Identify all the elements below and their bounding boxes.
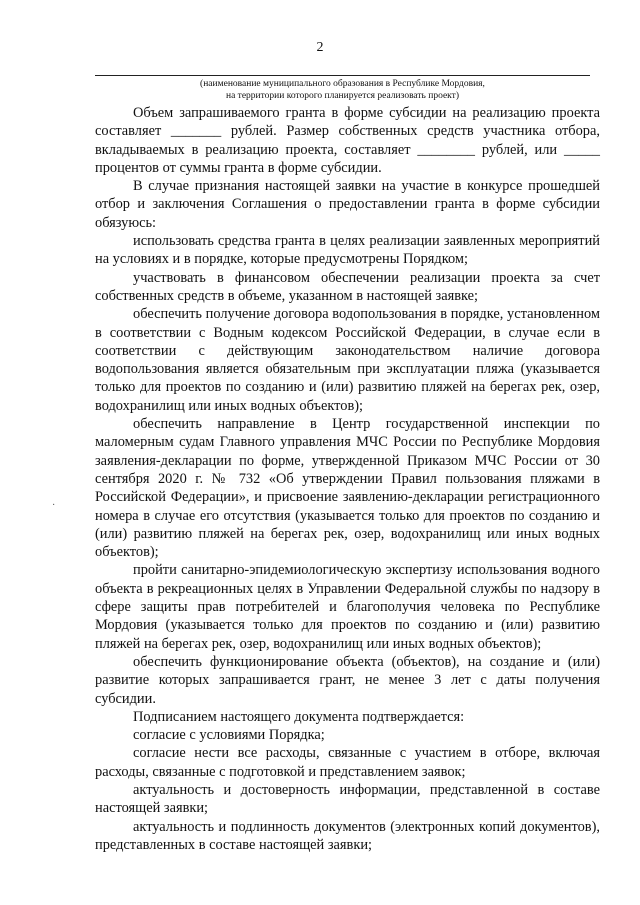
paragraph: обеспечить функционирование объекта (объектов), на создание и (или) развитие которых запрашивается грант, не менее 3 лет с даты получения субсидии.	[95, 653, 600, 707]
scan-speck: ·	[52, 500, 56, 511]
fill-in-line	[95, 75, 590, 76]
paragraph: актуальность и подлинность документов (электронных копий документов), представленных в составе настоящей заявки;	[95, 818, 600, 853]
paragraph: обеспечить получение договора водопользования в порядке, установленном в соответствии с Водным кодексом Российской Федерации, в случае если в соответствии с действующим законодательством наличие договора водопользования является обязательным при эксплуатации пляжа (указывается только для проектов по созданию и (или) развитию пляжей на берегах рек, озер, водохранилищ или иных водных объектов);	[95, 306, 600, 414]
field-caption	[95, 78, 590, 102]
paragraph: согласие нести все расходы, связанные с участием в отборе, включая расходы, связанные с подготовкой и представлением заявок;	[95, 745, 600, 780]
page-number: 2	[316, 40, 324, 55]
paragraph: актуальность и достоверность информации, представленной в составе настоящей заявки;	[95, 781, 600, 817]
document-body	[95, 104, 600, 854]
paragraph: Подписанием настоящего документа подтверждается:	[133, 708, 465, 725]
paragraph: Объем запрашиваемого гранта в форме субсидии на реализацию проекта составляет _______ рублей. Размер собственных средств участника отбора, вкладываемых в реализацию проекта, составляет ________ рублей, или _____ процентов от суммы гранта в форме субсидии.	[95, 105, 600, 176]
field-caption-line: (наименование муниципального образования в Республике Мордовия,	[200, 79, 485, 89]
paragraph: участвовать в финансовом обеспечении реализации проекта за счет собственных средств в объеме, указанном в настоящей заявке;	[95, 269, 600, 304]
field-caption-line: на территории которого планируется реализовать проект)	[226, 91, 459, 101]
paragraph: обеспечить направление в Центр государственной инспекции по маломерным судам Главного управления МЧС России по Республике Мордовия заявления-декларации по форме, утвержденной Приказом МЧС России от 30 сентября 2020 г. № 732 «Об утверждении Правил пользования пляжами в Российской Федерации», и присвоение заявлению-декларации регистрационного номера в случае его отсутствия (указывается только для проектов по созданию и (или) развитию пляжей на берегах рек, озер, водохранилищ или иных водных объектов);	[95, 416, 600, 561]
paragraph: пройти санитарно-эпидемиологическую экспертизу использования водного объекта в рекреационных целях в Управлении Федеральной службы по надзору в сфере защиты прав потребителей и благополучия человека по Республике Мордовия (указывается только для проектов по созданию и (или) развитию пляжей на берегах рек, озер, водохранилищ или иных водных объектов);	[95, 562, 600, 652]
paragraph: использовать средства гранта в целях реализации заявленных мероприятий на условиях и в порядке, которые предусмотрены Порядком;	[95, 233, 600, 268]
paragraph: согласие с условиями Порядка;	[133, 727, 325, 744]
paragraph: В случае признания настоящей заявки на участие в конкурсе прошедшей отбор и заключения Соглашения о предоставлении гранта в форме субсидии обязуюсь:	[95, 178, 600, 231]
